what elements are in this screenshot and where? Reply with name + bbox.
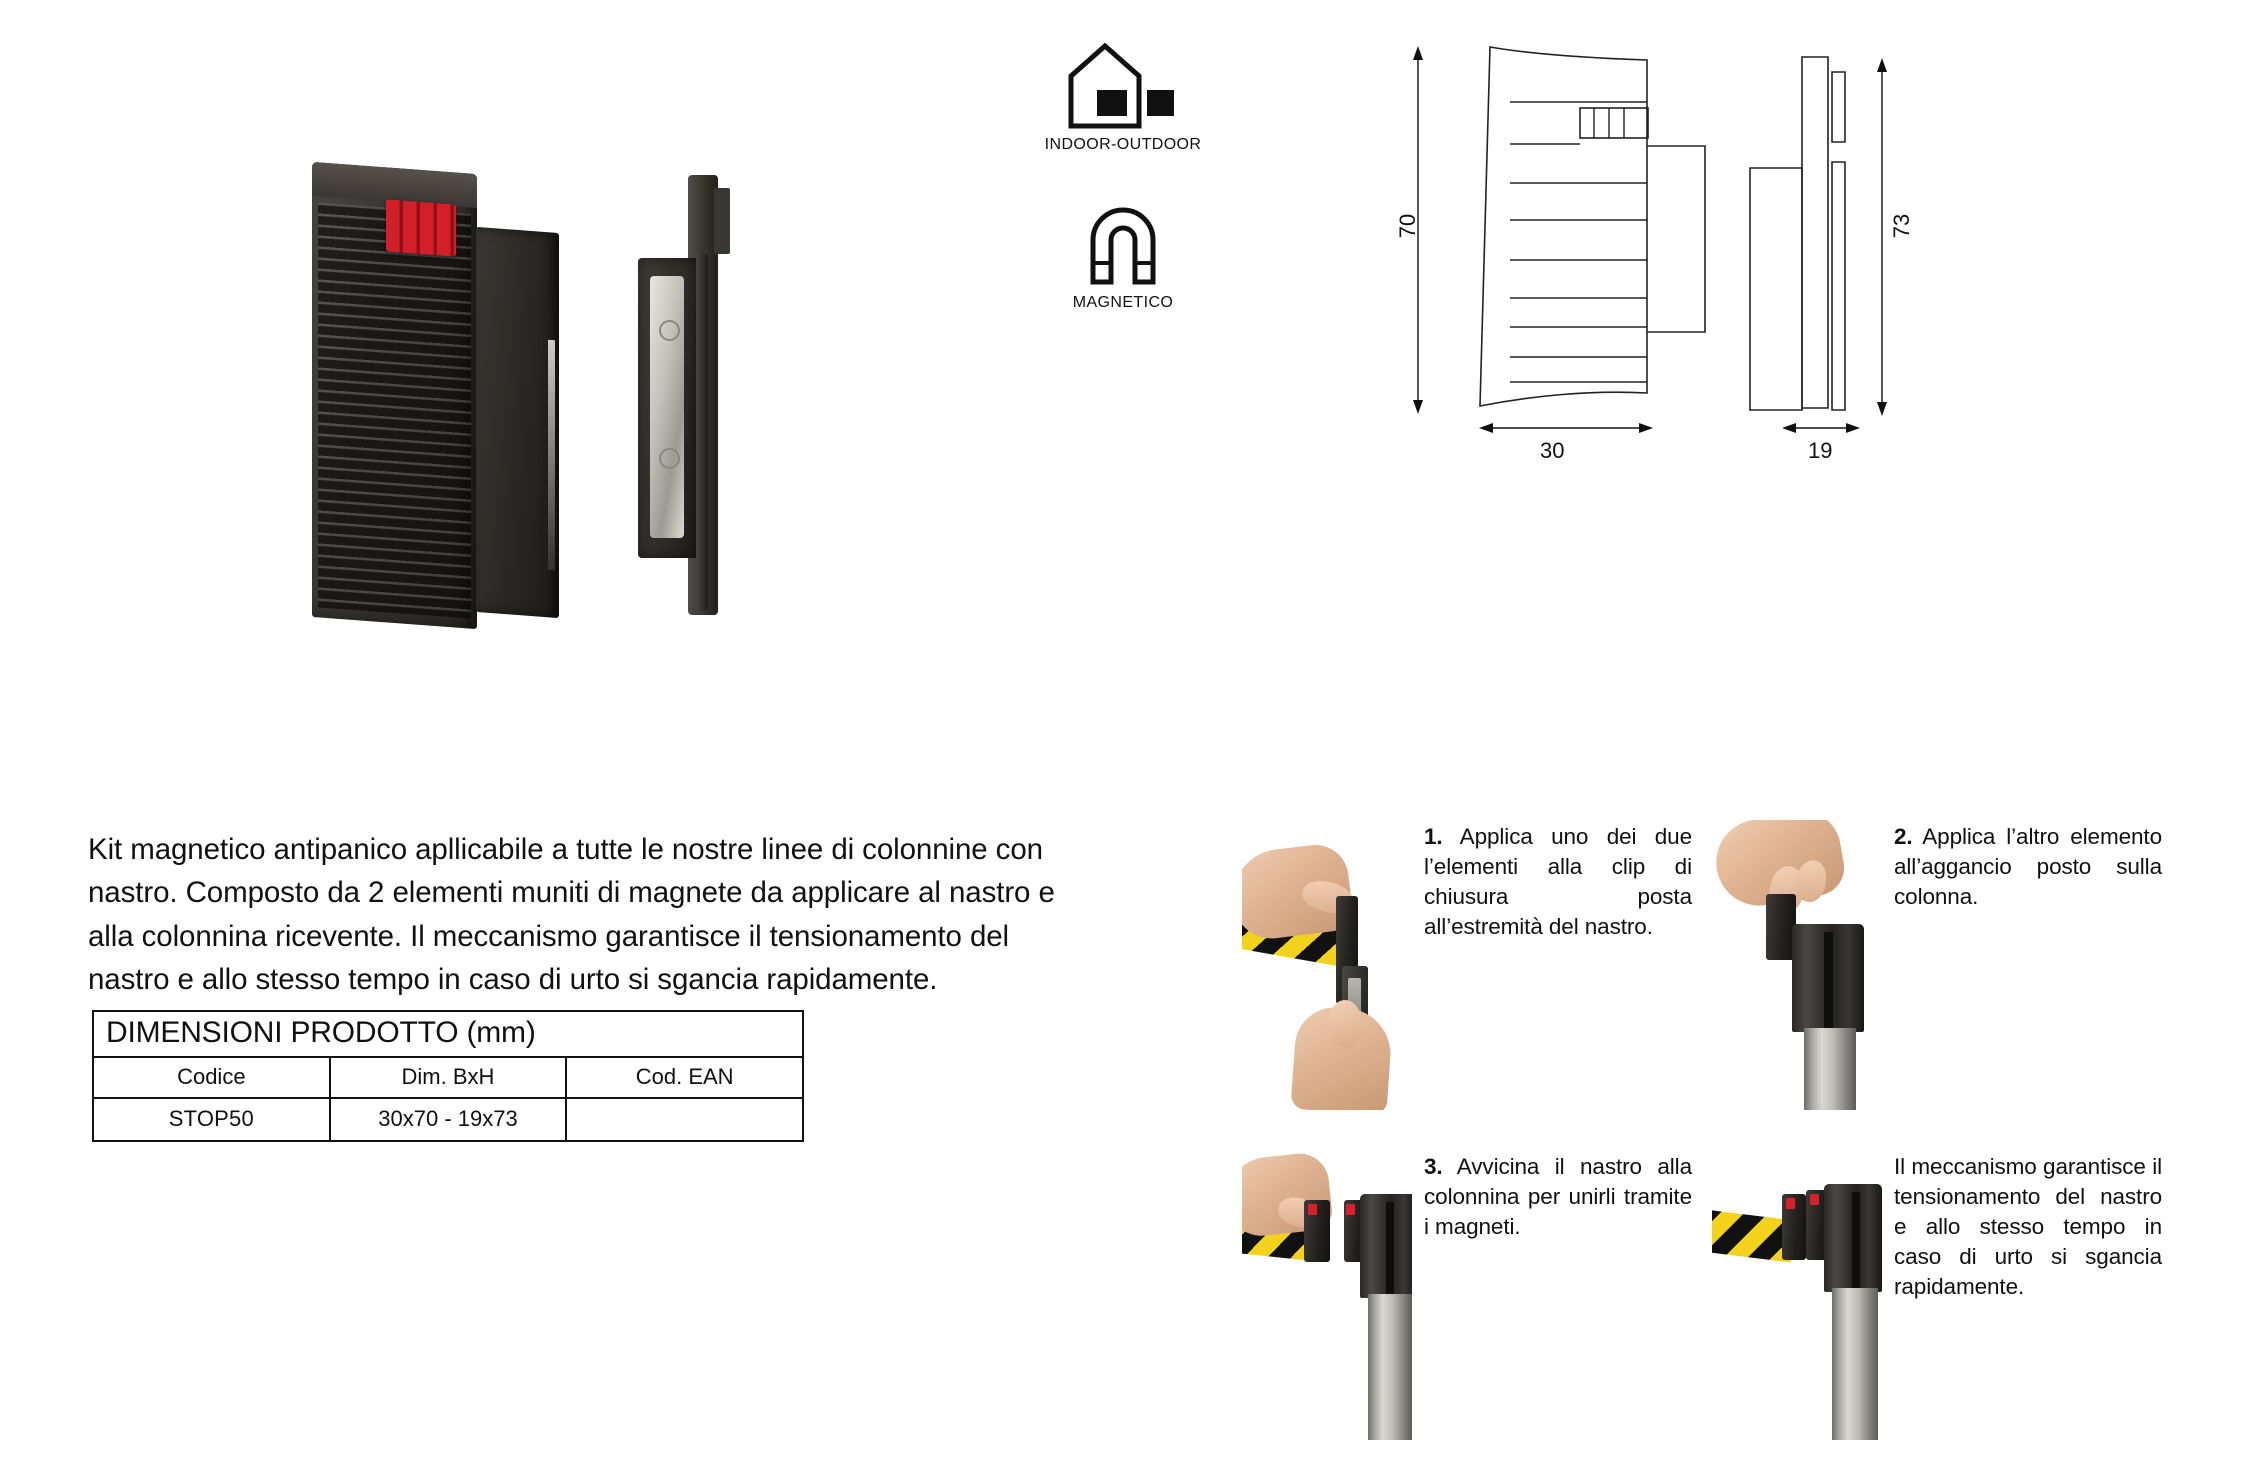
technical-drawing-svg [1390, 20, 2060, 450]
horseshoe-magnet-icon [1075, 194, 1171, 290]
step-1-number: 1. [1424, 824, 1443, 849]
badge-indoor-outdoor-label: INDOOR-OUTDOOR [1044, 136, 1202, 153]
cell-codice: STOP50 [93, 1098, 330, 1141]
instruction-step-3 [1242, 1150, 1697, 1440]
step-4-body: Il meccanismo garantisce il tensionamento del nastro e allo stesso tempo in caso di urto si sgancia rapidamente. [1894, 1154, 2162, 1299]
step-3-number: 3. [1424, 1154, 1443, 1179]
feature-badges [1038, 40, 1208, 312]
table-row [93, 1098, 803, 1141]
step-4-text [1894, 1152, 2162, 1302]
stanchion-post [1832, 1288, 1878, 1440]
dimension-label-height-side: 73 [1889, 213, 1914, 239]
step-1-text [1424, 822, 1692, 942]
badge-magnetico-label: MAGNETICO [1072, 294, 1174, 311]
step-1-body: Applica uno dei due l’elementi alla clip di chiusura posta all’estremità del nastro. [1424, 824, 1692, 939]
stanchion-head-slot [1824, 932, 1833, 1030]
product-element-side-rail [696, 254, 708, 610]
technical-drawing [1390, 20, 2060, 463]
step-3-text [1424, 1152, 1692, 1242]
product-element-magnet-plate [650, 276, 684, 538]
badge-indoor-outdoor [1038, 40, 1208, 154]
post-clip-red-accent [1810, 1194, 1819, 1205]
instruction-step-1 [1242, 820, 1697, 1110]
post-clip-red-accent [1346, 1204, 1355, 1215]
stanchion-post [1368, 1294, 1412, 1440]
product-element-red-accent [386, 199, 456, 256]
house-indoor-outdoor-icon [1063, 40, 1183, 132]
finger-lower [1328, 1000, 1362, 1048]
step-3-body: Avvicina il nastro alla colonnina per unirli tramite i magneti. [1424, 1154, 1692, 1239]
cell-cod-ean [566, 1098, 803, 1141]
instruction-steps [1242, 820, 2202, 1420]
stanchion-head-slot [1386, 1202, 1394, 1296]
product-element-highlight [548, 340, 555, 571]
product-element-side-tab [714, 188, 730, 254]
product-photo-stage [290, 150, 790, 660]
step-2-number: 2. [1894, 824, 1913, 849]
step-2-text [1894, 822, 2162, 912]
step-3-photo [1242, 1150, 1412, 1440]
instruction-step-4 [1712, 1150, 2167, 1440]
dimension-label-width-front: 30 [1540, 438, 1565, 463]
column-header-cod-ean: Cod. EAN [566, 1057, 803, 1098]
step-2-body: Applica l’altro elemento all’aggancio posto sulla colonna. [1894, 824, 2162, 909]
step-1-photo [1242, 820, 1412, 1110]
table-header-row [93, 1057, 803, 1098]
product-element-front-face [476, 227, 559, 618]
dimension-label-height-front: 70 [1395, 213, 1420, 239]
stanchion-head-slot [1852, 1192, 1860, 1290]
product-description: Kit magnetico antipanico apllicabile a tutte le nostre linee di colonnine con nastro. Composto da 2 elementi muniti di magnete da applicare al nastro e alla colonnina ricevente. Il meccanismo garantisce il tensionamento del nastro e allo stesso tempo in caso di urto si sgancia rapidamente. [88, 833, 1055, 997]
column-header-dim-bxh: Dim. BxH [330, 1057, 567, 1098]
product-element-ribs [318, 202, 471, 618]
step-4-photo [1712, 1150, 1882, 1440]
product-dimensions-table [92, 1010, 804, 1142]
product-photo [290, 150, 790, 660]
clip-red-accent [1786, 1198, 1795, 1209]
table-title: DIMENSIONI PRODOTTO (mm) [93, 1011, 803, 1057]
cell-dim-bxh: 30x70 - 19x73 [330, 1098, 567, 1141]
dimension-label-width-side: 19 [1808, 438, 1833, 463]
clip-red-accent [1308, 1204, 1317, 1215]
instruction-step-2 [1712, 820, 2167, 1110]
column-header-codice: Codice [93, 1057, 330, 1098]
stanchion-post [1804, 1028, 1856, 1110]
badge-magnetico [1038, 194, 1208, 312]
step-2-photo [1712, 820, 1882, 1110]
table-title-row [93, 1011, 803, 1057]
